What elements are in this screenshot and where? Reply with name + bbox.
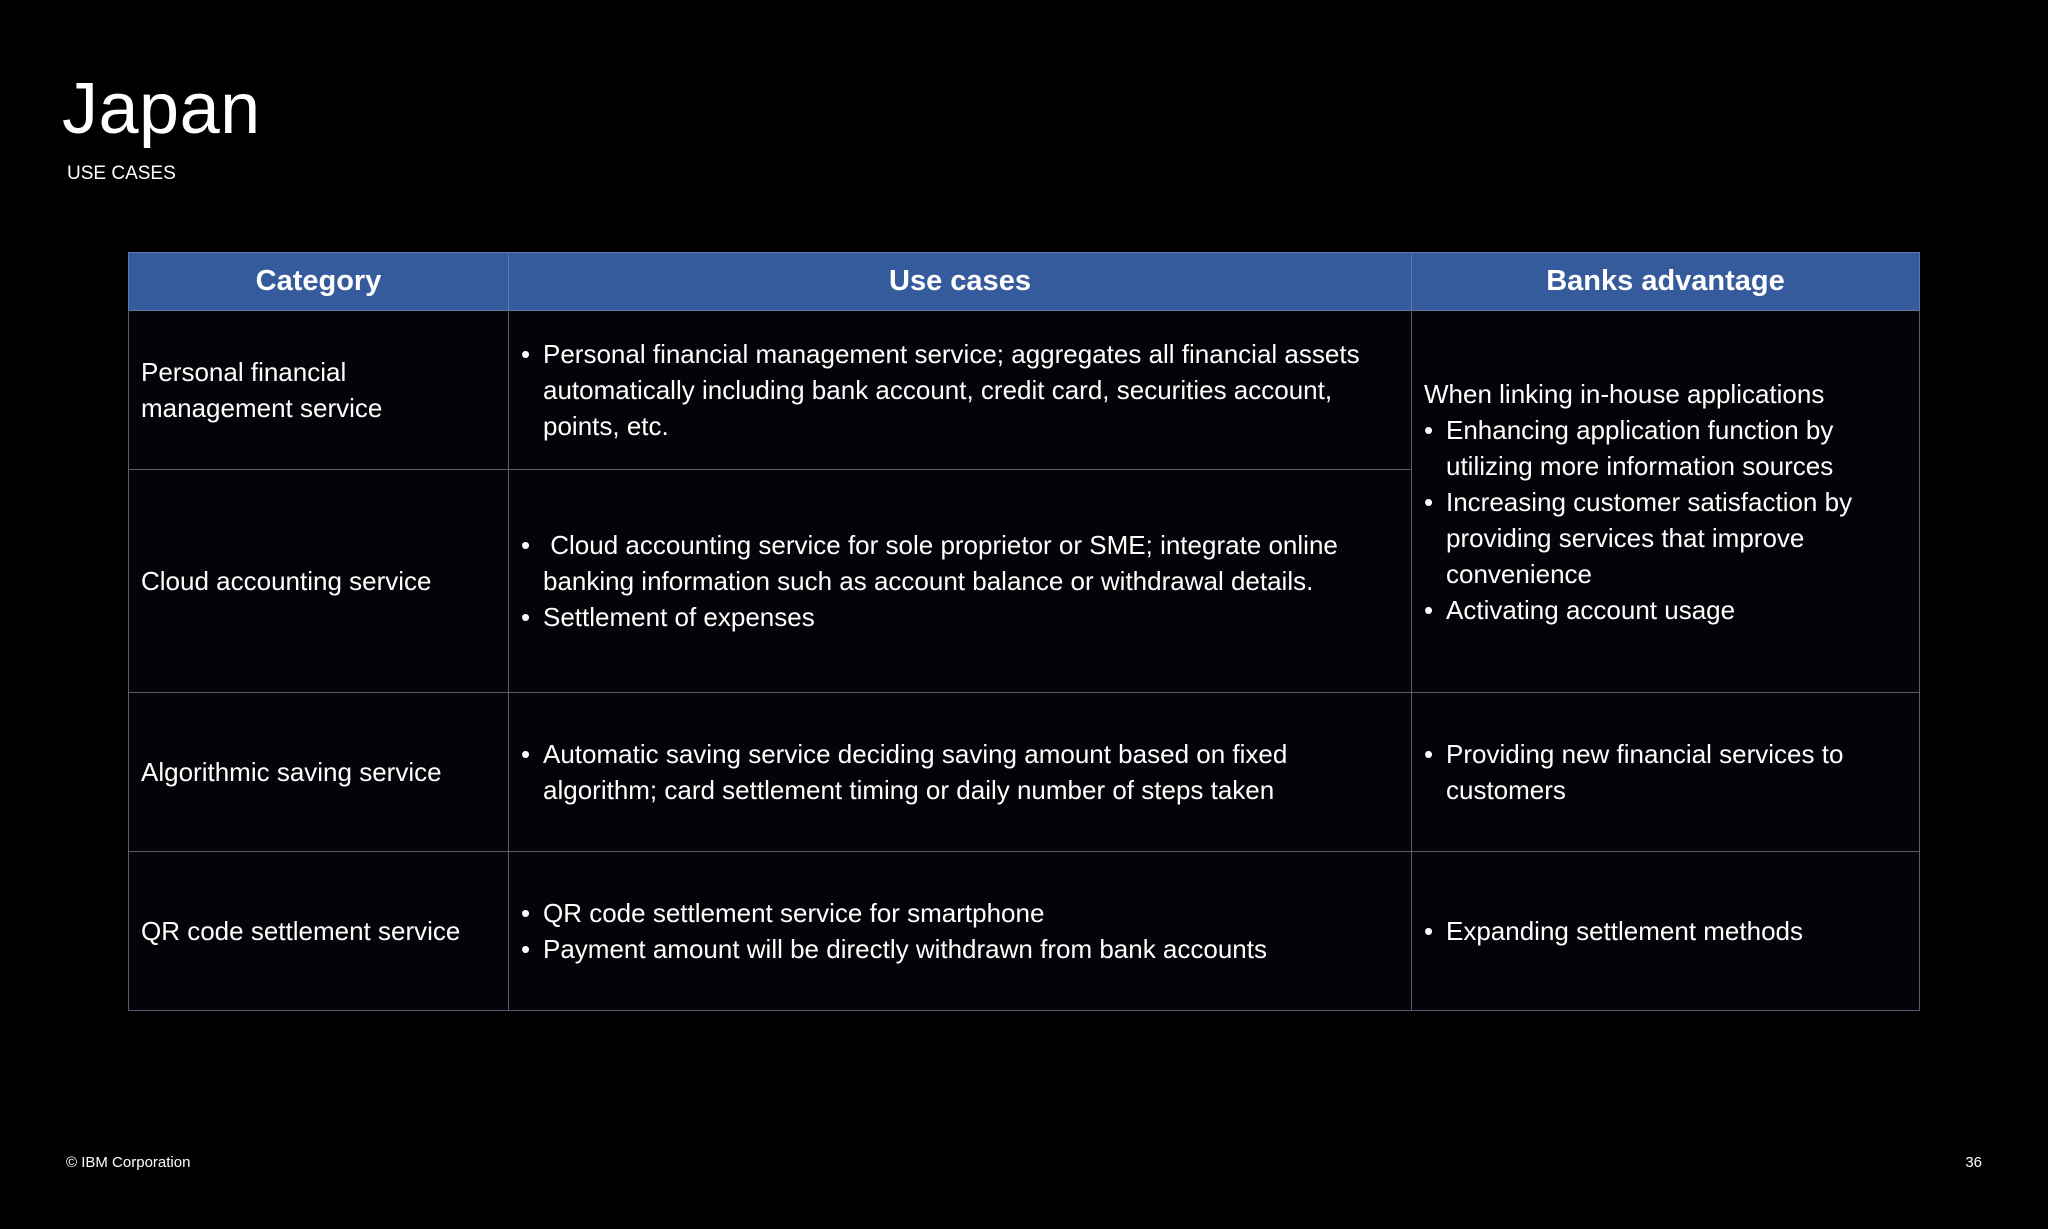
slide-title: Japan: [62, 69, 261, 149]
use-case-item: • Personal financial management service; aggregates all financial assets automatically including bank account, credit card, securities account, points, etc.: [521, 336, 1401, 444]
use-case-item: • Settlement of expenses: [521, 599, 1401, 635]
use-case-item: • Payment amount will be directly withdrawn from bank accounts: [521, 931, 1401, 967]
category-cell: Cloud accounting service: [129, 470, 509, 693]
advantage-item: • Enhancing application function by utilizing more information sources: [1424, 412, 1909, 484]
header-use-cases: Use cases: [509, 253, 1412, 311]
advantage-item: • Activating account usage: [1424, 592, 1909, 628]
use-cases-cell: [509, 470, 1412, 693]
use-case-item: • Cloud accounting service for sole proprietor or SME; integrate online banking information such as account balance or withdrawal details.: [521, 527, 1401, 599]
use-cases-table: [128, 252, 1920, 1011]
advantage-item: • Providing new financial services to customers: [1424, 736, 1909, 808]
use-cases-cell: [509, 852, 1412, 1011]
table-row: [129, 693, 1920, 852]
advantage-item: • Expanding settlement methods: [1424, 913, 1909, 949]
category-cell: QR code settlement service: [129, 852, 509, 1011]
advantage-intro: When linking in-house applications: [1424, 378, 1825, 409]
table-row: [129, 311, 1920, 470]
header-banks-advantage: Banks advantage: [1412, 253, 1920, 311]
slide-subtitle: USE CASES: [67, 163, 176, 184]
category-cell: Algorithmic saving service: [129, 693, 509, 852]
header-category: Category: [129, 253, 509, 311]
page-number: 36: [1965, 1154, 1982, 1171]
use-cases-cell: [509, 311, 1412, 470]
table-row: [129, 852, 1920, 1011]
use-cases-cell: [509, 693, 1412, 852]
use-case-item: • Automatic saving service deciding saving amount based on fixed algorithm; card settlement timing or daily number of steps taken: [521, 736, 1401, 808]
table-header-row: [129, 253, 1920, 311]
advantage-item: • Increasing customer satisfaction by providing services that improve convenience: [1424, 484, 1909, 592]
use-case-item: • QR code settlement service for smartphone: [521, 895, 1401, 931]
advantage-cell: [1412, 852, 1920, 1011]
shared-advantage-cell: [1412, 311, 1920, 693]
copyright-text: © IBM Corporation: [66, 1154, 191, 1171]
category-cell: Personal financial management service: [129, 311, 509, 470]
advantage-cell: [1412, 693, 1920, 852]
